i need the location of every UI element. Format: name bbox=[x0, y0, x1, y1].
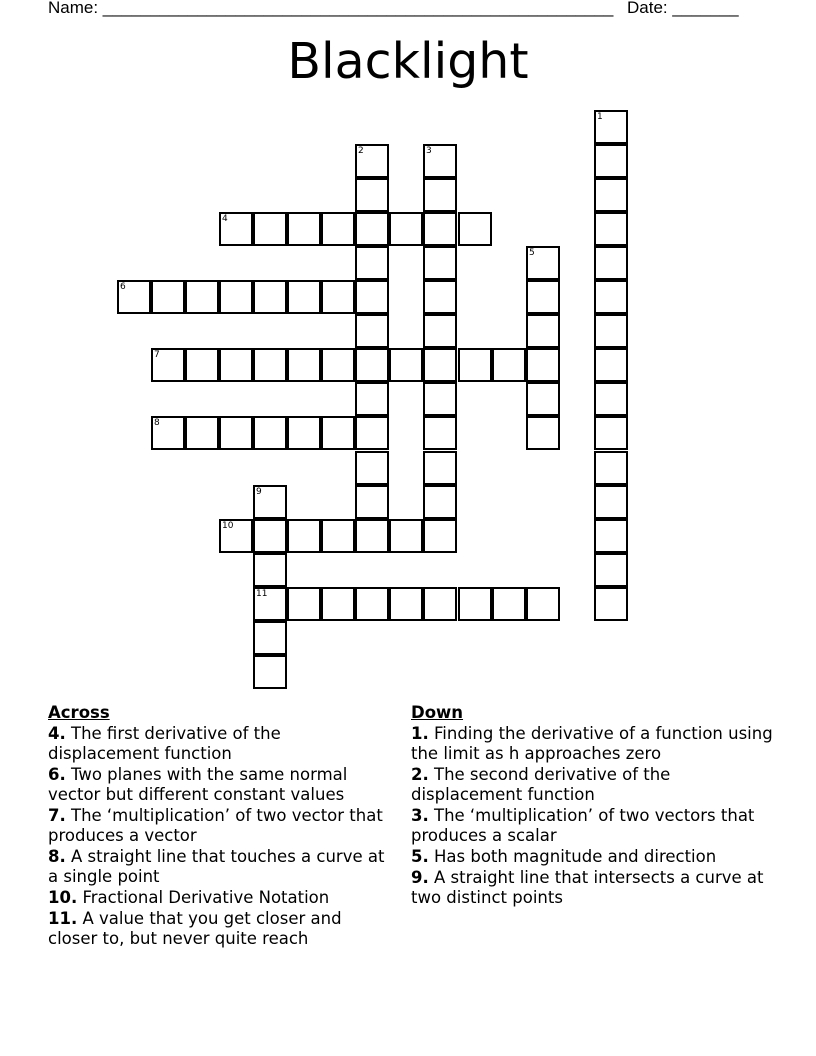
grid-cell[interactable] bbox=[219, 280, 253, 314]
grid-cell[interactable] bbox=[355, 382, 389, 416]
grid-cell[interactable] bbox=[389, 587, 423, 621]
grid-cell[interactable] bbox=[117, 280, 151, 314]
grid-cell[interactable] bbox=[321, 348, 355, 382]
grid-cell[interactable] bbox=[355, 348, 389, 382]
across-heading: Across bbox=[48, 703, 110, 722]
grid-cell[interactable] bbox=[219, 519, 253, 553]
cell-number: 3 bbox=[426, 146, 432, 156]
grid-cell[interactable] bbox=[526, 416, 560, 450]
grid-cell[interactable] bbox=[287, 519, 321, 553]
grid-cell[interactable] bbox=[355, 451, 389, 485]
grid-cell[interactable] bbox=[423, 348, 457, 382]
clue-down-1: 1. Finding the derivative of a function using the limit as h approaches zero bbox=[411, 724, 773, 763]
grid-cell[interactable] bbox=[594, 280, 628, 314]
down-heading: Down bbox=[411, 703, 464, 722]
grid-cell[interactable] bbox=[389, 212, 423, 246]
cell-number: 1 bbox=[597, 112, 603, 122]
grid-cell[interactable] bbox=[526, 314, 560, 348]
cell-number: 4 bbox=[222, 214, 228, 224]
grid-cell[interactable] bbox=[355, 280, 389, 314]
grid-cell[interactable] bbox=[185, 348, 219, 382]
grid-cell[interactable] bbox=[423, 416, 457, 450]
grid-cell[interactable] bbox=[526, 348, 560, 382]
grid-cell[interactable] bbox=[355, 314, 389, 348]
grid-cell[interactable] bbox=[594, 519, 628, 553]
grid-cell[interactable] bbox=[594, 451, 628, 485]
grid-cell[interactable] bbox=[355, 485, 389, 519]
grid-cell[interactable] bbox=[253, 485, 287, 519]
cell-number: 11 bbox=[256, 589, 268, 599]
clue-across-4: 4. The first derivative of the displacement function bbox=[48, 724, 281, 763]
cell-number: 5 bbox=[529, 248, 535, 258]
grid-cell[interactable] bbox=[253, 212, 287, 246]
grid-cell[interactable] bbox=[355, 178, 389, 212]
grid-cell[interactable] bbox=[594, 212, 628, 246]
grid-cell[interactable] bbox=[253, 416, 287, 450]
grid-cell[interactable] bbox=[355, 144, 389, 178]
clue-down-3: 3. The ‘multiplication’ of two vectors that produces a scalar bbox=[411, 806, 755, 845]
grid-cell[interactable] bbox=[287, 280, 321, 314]
grid-cell[interactable] bbox=[219, 212, 253, 246]
grid-cell[interactable] bbox=[321, 587, 355, 621]
grid-cell[interactable] bbox=[594, 144, 628, 178]
grid-cell[interactable] bbox=[253, 621, 287, 655]
grid-cell[interactable] bbox=[423, 178, 457, 212]
grid-cell[interactable] bbox=[219, 416, 253, 450]
grid-cell[interactable] bbox=[458, 212, 492, 246]
grid-cell[interactable] bbox=[355, 212, 389, 246]
grid-cell[interactable] bbox=[253, 348, 287, 382]
grid-cell[interactable] bbox=[253, 280, 287, 314]
grid-cell[interactable] bbox=[355, 246, 389, 280]
grid-cell[interactable] bbox=[151, 416, 185, 450]
grid-cell[interactable] bbox=[321, 416, 355, 450]
grid-cell[interactable] bbox=[253, 553, 287, 587]
grid-cell[interactable] bbox=[594, 246, 628, 280]
grid-cell[interactable] bbox=[185, 416, 219, 450]
grid-cell[interactable] bbox=[423, 280, 457, 314]
grid-cell[interactable] bbox=[423, 144, 457, 178]
grid-cell[interactable] bbox=[389, 519, 423, 553]
grid-cell[interactable] bbox=[594, 314, 628, 348]
clue-across-10: 10. Fractional Derivative Notation bbox=[48, 888, 330, 907]
grid-cell[interactable] bbox=[594, 587, 628, 621]
grid-cell[interactable] bbox=[423, 314, 457, 348]
grid-cell[interactable] bbox=[423, 246, 457, 280]
grid-cell[interactable] bbox=[253, 587, 287, 621]
cell-number: 8 bbox=[154, 418, 160, 428]
grid-cell[interactable] bbox=[423, 485, 457, 519]
grid-cell[interactable] bbox=[287, 416, 321, 450]
cell-number: 9 bbox=[256, 487, 262, 497]
grid-cell[interactable] bbox=[594, 416, 628, 450]
grid-cell[interactable] bbox=[287, 587, 321, 621]
grid-cell[interactable] bbox=[492, 587, 526, 621]
grid-cell[interactable] bbox=[423, 519, 457, 553]
grid-cell[interactable] bbox=[321, 280, 355, 314]
grid-cell[interactable] bbox=[594, 485, 628, 519]
grid-cell[interactable] bbox=[423, 212, 457, 246]
grid-cell[interactable] bbox=[594, 110, 628, 144]
date-field: Date: _______ bbox=[627, 0, 739, 17]
grid-cell[interactable] bbox=[185, 280, 219, 314]
grid-cell[interactable] bbox=[423, 382, 457, 416]
grid-cell[interactable] bbox=[355, 519, 389, 553]
clue-across-8: 8. A straight line that touches a curve at a single point bbox=[48, 847, 385, 886]
cell-number: 2 bbox=[358, 146, 364, 156]
clue-across-7: 7. The ‘multiplication’ of two vector that produces a vector bbox=[48, 806, 383, 845]
across-clues bbox=[48, 703, 388, 950]
grid-cell[interactable] bbox=[526, 280, 560, 314]
grid-cell[interactable] bbox=[151, 280, 185, 314]
grid-cell[interactable] bbox=[355, 416, 389, 450]
puzzle-title: Blacklight bbox=[287, 33, 529, 90]
grid-cell[interactable] bbox=[253, 519, 287, 553]
grid-cell[interactable] bbox=[594, 382, 628, 416]
clue-down-9: 9. A straight line that intersects a curve at two distinct points bbox=[411, 868, 764, 907]
grid-cell[interactable] bbox=[458, 348, 492, 382]
cell-number: 7 bbox=[154, 350, 160, 360]
grid-cell[interactable] bbox=[253, 655, 287, 689]
grid-cell[interactable] bbox=[458, 587, 492, 621]
grid-cell[interactable] bbox=[594, 553, 628, 587]
clue-down-2: 2. The second derivative of the displacement function bbox=[411, 765, 671, 804]
grid-cell[interactable] bbox=[594, 178, 628, 212]
grid-cell[interactable] bbox=[389, 348, 423, 382]
grid-cell[interactable] bbox=[423, 451, 457, 485]
grid-cell[interactable] bbox=[492, 348, 526, 382]
grid-cell[interactable] bbox=[526, 246, 560, 280]
cell-number: 6 bbox=[120, 282, 126, 292]
grid-cell[interactable] bbox=[151, 348, 185, 382]
grid-cell[interactable] bbox=[287, 212, 321, 246]
grid-cell[interactable] bbox=[219, 348, 253, 382]
grid-cell[interactable] bbox=[287, 348, 321, 382]
name-field: Name: ______________________________________________________ bbox=[48, 0, 614, 17]
cell-number: 10 bbox=[222, 521, 234, 531]
clue-down-5: 5. Has both magnitude and direction bbox=[411, 847, 717, 866]
grid-cell[interactable] bbox=[423, 587, 457, 621]
grid-cell[interactable] bbox=[594, 348, 628, 382]
grid-cell[interactable] bbox=[355, 587, 389, 621]
down-clues bbox=[411, 703, 781, 909]
grid-cell[interactable] bbox=[321, 519, 355, 553]
clue-across-11: 11. A value that you get closer and closer to, but never quite reach bbox=[48, 909, 342, 948]
grid-cell[interactable] bbox=[321, 212, 355, 246]
clue-across-6: 6. Two planes with the same normal vector but different constant values bbox=[48, 765, 348, 804]
grid-cell[interactable] bbox=[526, 382, 560, 416]
grid-cell[interactable] bbox=[526, 587, 560, 621]
